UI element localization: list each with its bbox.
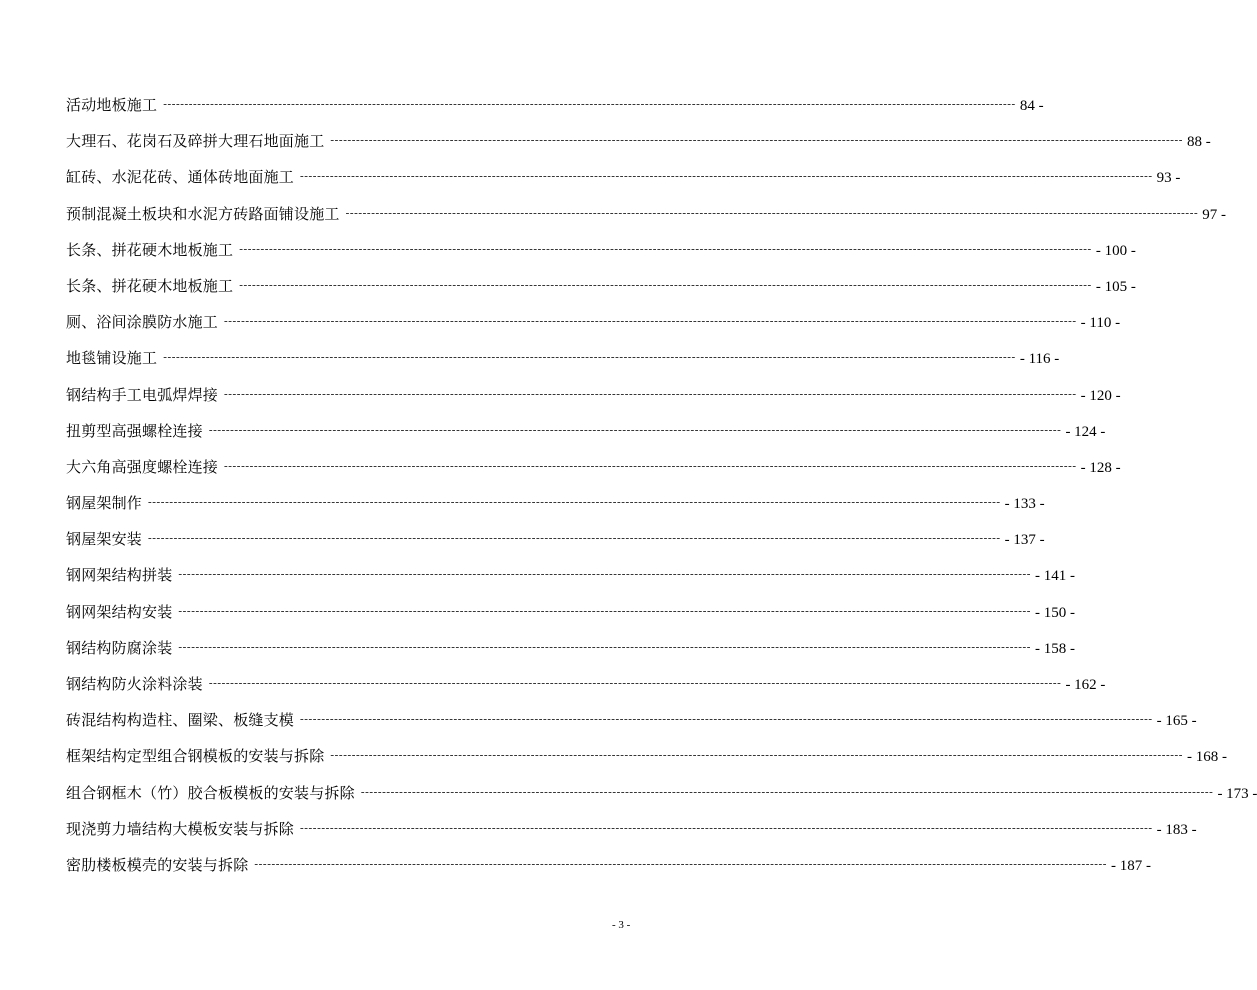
toc-entry[interactable] bbox=[66, 449, 1121, 485]
toc-dot-leader: -------------------------------------------------------------------------------------------------------------------------------------------------------------------------------------------------------- bbox=[330, 749, 1184, 762]
toc-dot-leader: -------------------------------------------------------------------------------------------------------------------------------------------------------------------------------------------------------- bbox=[208, 423, 1062, 436]
toc-entry-title: 大理石、花岗石及碎拼大理石地面施工 bbox=[66, 132, 325, 151]
toc-entry-page: - 141 - bbox=[1035, 568, 1076, 585]
toc-dot-leader: -------------------------------------------------------------------------------------------------------------------------------------------------------------------------------------------------------- bbox=[300, 821, 1153, 834]
toc-entry[interactable] bbox=[66, 377, 1121, 413]
toc-entry-title: 钢结构手工电弧焊焊接 bbox=[66, 385, 219, 404]
toc-entry[interactable] bbox=[66, 594, 1076, 630]
toc-entry-title: 长条、拼花硬木地板施工 bbox=[66, 240, 234, 259]
toc-dot-leader: -------------------------------------------------------------------------------------------------------------------------------------------------------------------------------------------------------- bbox=[178, 604, 1032, 617]
toc-entry-title: 框架结构定型组合钢模板的安装与拆除 bbox=[66, 747, 325, 766]
toc-entry[interactable] bbox=[66, 847, 1152, 883]
toc-entry-title: 钢屋架制作 bbox=[66, 494, 143, 513]
toc-entry[interactable] bbox=[66, 557, 1076, 593]
toc-dot-leader: -------------------------------------------------------------------------------------------------------------------------------------------------------------------------------------------------------- bbox=[148, 496, 1001, 509]
toc-entry[interactable] bbox=[66, 123, 1211, 159]
toc-dot-leader: -------------------------------------------------------------------------------------------------------------------------------------------------------------------------------------------------------- bbox=[163, 98, 1016, 110]
toc-entry-page: 97 - bbox=[1202, 206, 1226, 223]
toc-entry-title: 长条、拼花硬木地板施工 bbox=[66, 276, 234, 295]
toc-entry[interactable] bbox=[66, 738, 1228, 774]
toc-dot-leader: -------------------------------------------------------------------------------------------------------------------------------------------------------------------------------------------------------- bbox=[360, 785, 1214, 798]
toc-entry-title: 钢网架结构安装 bbox=[66, 602, 173, 621]
toc-entry[interactable] bbox=[66, 702, 1197, 738]
toc-entry-page: - 183 - bbox=[1156, 821, 1197, 838]
toc-dot-leader: -------------------------------------------------------------------------------------------------------------------------------------------------------------------------------------------------------- bbox=[345, 206, 1199, 219]
toc-entry-page: - 168 - bbox=[1187, 749, 1228, 766]
toc-entry-page: - 120 - bbox=[1080, 387, 1121, 404]
toc-entry-title: 钢结构防火涂料涂装 bbox=[66, 675, 203, 693]
toc-entry-title: 缸砖、水泥花砖、通体砖地面施工 bbox=[66, 168, 295, 187]
toc-entry[interactable] bbox=[66, 413, 1106, 449]
toc-entry-page: - 162 - bbox=[1065, 677, 1106, 693]
toc-entry[interactable] bbox=[66, 304, 1121, 340]
toc-dot-leader: -------------------------------------------------------------------------------------------------------------------------------------------------------------------------------------------------------- bbox=[239, 242, 1092, 255]
page-number: - 3 - bbox=[612, 919, 631, 931]
toc-entry-title: 现浇剪力墙结构大模板安装与拆除 bbox=[66, 819, 295, 838]
toc-entry-title: 活动地板施工 bbox=[66, 96, 158, 114]
toc-entry-title: 密肋楼板模壳的安装与拆除 bbox=[66, 855, 249, 874]
toc-entry-title: 大六角高强度螺栓连接 bbox=[66, 457, 219, 476]
toc-entry[interactable] bbox=[66, 666, 1106, 702]
toc-dot-leader: -------------------------------------------------------------------------------------------------------------------------------------------------------------------------------------------------------- bbox=[224, 459, 1077, 472]
toc-dot-leader: -------------------------------------------------------------------------------------------------------------------------------------------------------------------------------------------------------- bbox=[178, 568, 1032, 581]
toc-entry-page: - 100 - bbox=[1095, 242, 1136, 259]
toc-entry-page: 93 - bbox=[1156, 170, 1181, 187]
toc-dot-leader: -------------------------------------------------------------------------------------------------------------------------------------------------------------------------------------------------------- bbox=[300, 713, 1153, 726]
toc-dot-leader: -------------------------------------------------------------------------------------------------------------------------------------------------------------------------------------------------------- bbox=[254, 857, 1108, 870]
toc-entry[interactable] bbox=[66, 232, 1136, 268]
toc-dot-leader: -------------------------------------------------------------------------------------------------------------------------------------------------------------------------------------------------------- bbox=[224, 387, 1077, 400]
toc-dot-leader: -------------------------------------------------------------------------------------------------------------------------------------------------------------------------------------------------------- bbox=[239, 278, 1092, 291]
toc-dot-leader: -------------------------------------------------------------------------------------------------------------------------------------------------------------------------------------------------------- bbox=[300, 170, 1153, 183]
toc-entry-page: - 158 - bbox=[1035, 640, 1076, 657]
toc-entry[interactable] bbox=[66, 630, 1076, 666]
toc-entry-page: - 105 - bbox=[1095, 278, 1136, 295]
toc-entry[interactable] bbox=[66, 196, 1226, 232]
toc-entry-page: - 187 - bbox=[1111, 857, 1152, 874]
toc-entry[interactable] bbox=[66, 775, 1257, 811]
toc-entry-title: 组合钢框木（竹）胶合板模板的安装与拆除 bbox=[66, 783, 355, 802]
table-of-contents bbox=[66, 87, 1257, 883]
toc-dot-leader: -------------------------------------------------------------------------------------------------------------------------------------------------------------------------------------------------------- bbox=[148, 532, 1001, 545]
toc-dot-leader: -------------------------------------------------------------------------------------------------------------------------------------------------------------------------------------------------------- bbox=[163, 351, 1016, 364]
toc-entry-page: - 124 - bbox=[1065, 423, 1106, 440]
toc-entry-title: 厕、浴间涂膜防水施工 bbox=[66, 313, 219, 332]
toc-entry[interactable] bbox=[66, 159, 1181, 195]
toc-entry[interactable] bbox=[66, 340, 1060, 376]
toc-dot-leader: -------------------------------------------------------------------------------------------------------------------------------------------------------------------------------------------------------- bbox=[208, 677, 1062, 689]
toc-entry-title: 预制混凝土板块和水泥方砖路面铺设施工 bbox=[66, 204, 340, 223]
toc-entry-page: - 137 - bbox=[1004, 532, 1045, 549]
toc-entry-page: - 133 - bbox=[1004, 496, 1045, 513]
toc-entry-title: 钢网架结构拼装 bbox=[66, 566, 173, 585]
toc-entry-page: - 110 - bbox=[1080, 315, 1121, 332]
toc-entry[interactable] bbox=[66, 811, 1197, 847]
toc-entry-title: 地毯铺设施工 bbox=[66, 349, 158, 368]
toc-entry-title: 钢结构防腐涂装 bbox=[66, 638, 173, 657]
toc-dot-leader: -------------------------------------------------------------------------------------------------------------------------------------------------------------------------------------------------------- bbox=[330, 134, 1184, 147]
toc-entry[interactable] bbox=[66, 268, 1136, 304]
toc-entry-page: 88 - bbox=[1187, 134, 1211, 151]
toc-entry-page: - 128 - bbox=[1080, 459, 1121, 476]
toc-dot-leader: -------------------------------------------------------------------------------------------------------------------------------------------------------------------------------------------------------- bbox=[178, 640, 1032, 653]
toc-entry-title: 砖混结构构造柱、圈梁、板缝支模 bbox=[66, 711, 295, 730]
toc-entry-title: 扭剪型高强螺栓连接 bbox=[66, 421, 203, 440]
toc-entry[interactable] bbox=[66, 87, 1044, 123]
toc-entry[interactable] bbox=[66, 485, 1045, 521]
toc-dot-leader: -------------------------------------------------------------------------------------------------------------------------------------------------------------------------------------------------------- bbox=[224, 315, 1077, 328]
toc-entry-title: 钢屋架安装 bbox=[66, 530, 143, 549]
toc-entry-page: - 173 - bbox=[1217, 785, 1257, 802]
toc-entry-page: 84 - bbox=[1019, 98, 1044, 114]
toc-entry-page: - 116 - bbox=[1019, 351, 1060, 368]
toc-entry-page: - 165 - bbox=[1156, 713, 1197, 730]
toc-entry-page: - 150 - bbox=[1035, 604, 1076, 621]
toc-entry[interactable] bbox=[66, 521, 1045, 557]
